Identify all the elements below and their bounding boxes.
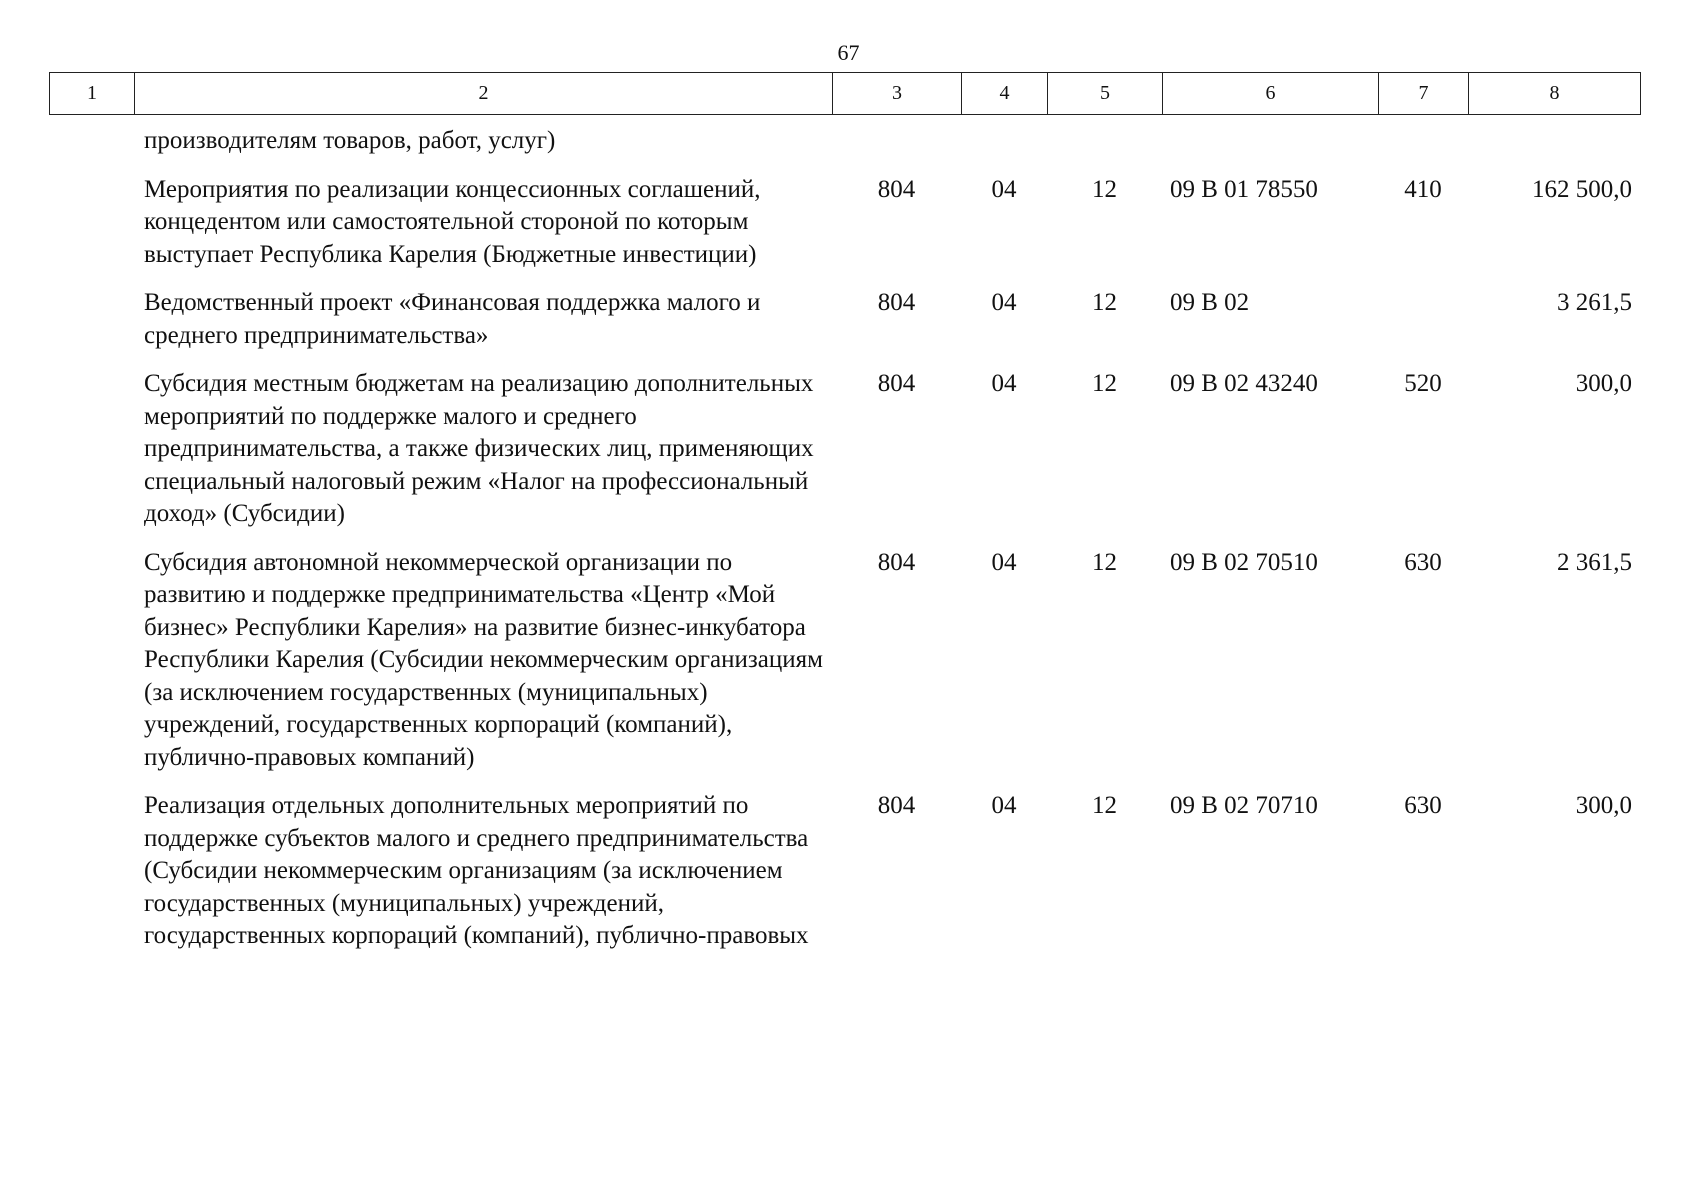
column-header-3: 3 xyxy=(833,73,962,115)
table-row xyxy=(49,174,1640,272)
row-expense-type: 410 xyxy=(1404,175,1442,203)
row-number-cell xyxy=(49,368,134,531)
row-target-article: 09 В 02 43240 xyxy=(1170,370,1318,397)
row-number-cell xyxy=(49,547,134,775)
row-number-cell xyxy=(49,174,134,272)
row-amount: 300,0 xyxy=(1575,370,1632,397)
table-row xyxy=(49,790,1640,953)
continuation-row xyxy=(49,125,1640,158)
row-subsection: 12 xyxy=(1092,289,1117,316)
row-amount: 300,0 xyxy=(1575,792,1632,819)
column-header-7: 7 xyxy=(1379,73,1469,115)
column-header-row xyxy=(50,73,1641,115)
table-row xyxy=(49,547,1640,775)
row-expense-type: 520 xyxy=(1404,370,1442,397)
column-header-8: 8 xyxy=(1469,73,1641,115)
row-name: Субсидия местным бюджетам на реализацию дополнительных мероприятий по поддержке малого и среднего предпринимательства, а также физических лиц, применяющих специальный налоговый режим «Налог на профессиональный доход» (Субсидии) xyxy=(144,370,814,527)
row-amount: 162 500,0 xyxy=(1532,175,1632,203)
row-expense-type xyxy=(1378,287,1468,352)
row-amount: 2 361,5 xyxy=(1557,548,1632,576)
row-subsection: 12 xyxy=(1092,548,1117,576)
column-header-table xyxy=(49,72,1641,115)
row-subsection: 12 xyxy=(1092,175,1117,203)
column-header-1: 1 xyxy=(50,73,135,115)
row-section: 04 xyxy=(991,289,1017,316)
table-row xyxy=(49,368,1640,531)
row-ministry: 804 xyxy=(877,370,916,397)
row-name: Реализация отдельных дополнительных мероприятий по поддержке субъектов малого и среднего предпринимательства (Субсидии некоммерческим организациям (за исключением государственных (муниципальных) учреждений, государственных корпораций (компаний), публично-правовых xyxy=(144,792,809,949)
column-header-5: 5 xyxy=(1048,73,1163,115)
row-target-article: 09 В 02 70510 xyxy=(1170,548,1318,576)
row-name: Субсидия автономной некоммерческой организации по развитию и поддержке предпринимательства «Центр «Мой бизнес» Республики Карелия» на развитие бизнес-инкубатора Республики Карелия (Субсидии некоммерческим организациям (за исключением государственных (муниципальных) учреждений, государственных корпораций (компаний), публично-правовых компаний) xyxy=(144,548,823,771)
row-expense-type: 630 xyxy=(1404,792,1442,819)
row-section: 04 xyxy=(991,792,1017,819)
row-subsection: 12 xyxy=(1092,370,1117,397)
page-number: 67 xyxy=(837,40,860,65)
row-expense-type: 630 xyxy=(1404,548,1442,576)
row-target-article: 09 В 01 78550 xyxy=(1170,175,1318,203)
table-row xyxy=(49,287,1640,352)
row-ministry: 804 xyxy=(877,175,916,203)
row-subsection: 12 xyxy=(1092,792,1117,819)
row-section: 04 xyxy=(991,175,1017,203)
row-name: Ведомственный проект «Финансовая поддержка малого и среднего предпринимательства» xyxy=(144,289,761,349)
row-name: Мероприятия по реализации концессионных соглашений, концедентом или самостоятельной стороной по которым выступает Республика Карелия (Бюджетные инвестиции) xyxy=(144,175,761,268)
row-ministry: 804 xyxy=(877,548,916,576)
row-number-cell xyxy=(49,790,134,953)
continuation-text: производителям товаров, работ, услуг) xyxy=(144,127,556,154)
row-ministry: 804 xyxy=(877,289,916,316)
row-section: 04 xyxy=(991,548,1017,576)
column-header-6: 6 xyxy=(1163,73,1379,115)
row-amount: 3 261,5 xyxy=(1557,289,1632,316)
row-target-article: 09 В 02 70710 xyxy=(1170,792,1318,819)
row-section: 04 xyxy=(991,370,1017,397)
row-ministry: 804 xyxy=(877,792,916,819)
row-number-cell xyxy=(49,125,134,158)
row-target-article: 09 В 02 xyxy=(1170,289,1250,316)
table-body xyxy=(49,125,1640,953)
column-header-4: 4 xyxy=(962,73,1048,115)
column-header-2: 2 xyxy=(135,73,833,115)
row-number-cell xyxy=(49,287,134,352)
